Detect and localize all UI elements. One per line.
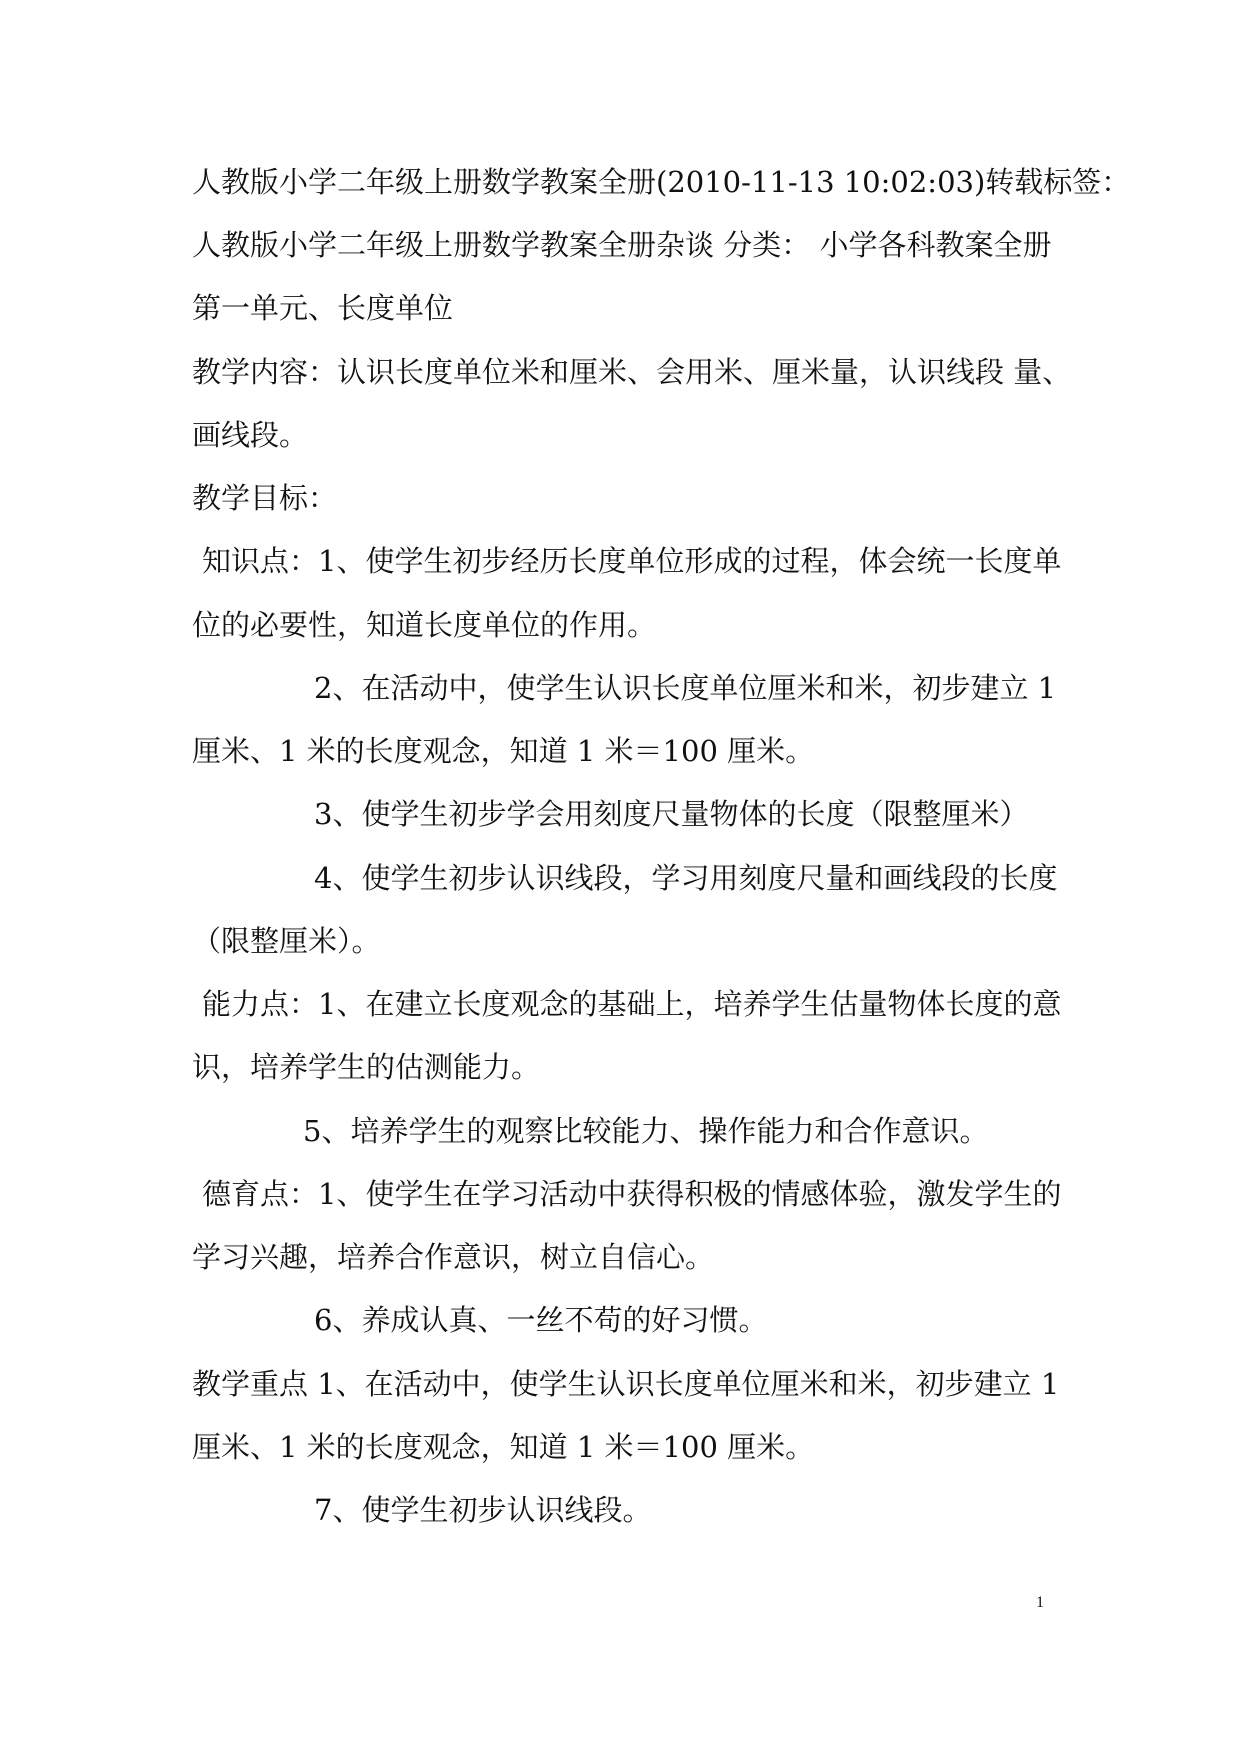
page-number: 1 [1036,1594,1044,1611]
moral-point-line-1: 德育点：1、使学生在学习活动中获得积极的情感体验，激发学生的 [202,1177,1062,1211]
knowledge-point-line-1: 知识点：1、使学生初步经历长度单位形成的过程，体会统一长度单 [202,544,1062,578]
header-line-2: 人教版小学二年级上册数学教案全册杂谈 分类： 小学各科教案全册 [192,228,1052,262]
key-point-line-2: 厘米、1 米的长度观念，知道 1 米＝100 厘米。 [192,1430,815,1464]
knowledge-point-3: 3、使学生初步学会用刻度尺量物体的长度（限整厘米） [314,797,1029,831]
knowledge-point-2-line-1: 2、在活动中，使学生认识长度单位厘米和米，初步建立 1 [314,671,1057,705]
knowledge-point-4-line-1: 4、使学生初步认识线段，学习用刻度尺量和画线段的长度 [314,861,1058,895]
teaching-content-line-2: 画线段。 [192,418,309,452]
knowledge-point-4-line-2: （限整厘米）。 [192,924,381,958]
knowledge-point-2-line-2: 厘米、1 米的长度观念，知道 1 米＝100 厘米。 [192,734,815,768]
unit-title: 第一单元、长度单位 [192,291,454,325]
moral-point-line-2: 学习兴趣，培养合作意识，树立自信心。 [192,1240,715,1274]
key-point-line-1: 教学重点 1、在活动中，使学生认识长度单位厘米和米，初步建立 1 [192,1367,1060,1401]
teaching-goals-heading: 教学目标： [192,481,338,515]
ability-point-5: 5、培养学生的观察比较能力、操作能力和合作意识。 [303,1114,989,1148]
moral-point-6: 6、养成认真、一丝不苟的好习惯。 [314,1303,768,1337]
ability-point-line-2: 识，培养学生的估测能力。 [192,1050,541,1084]
key-point-7: 7、使学生初步认识线段。 [314,1493,652,1527]
teaching-content-line-1: 教学内容：认识长度单位米和厘米、会用米、厘米量，认识线段 量、 [192,355,1072,389]
header-line-1: 人教版小学二年级上册数学教案全册(2010-11-13 10:02:03)转载标签： [192,165,1131,199]
ability-point-line-1: 能力点：1、在建立长度观念的基础上，培养学生估量物体长度的意 [202,987,1062,1021]
knowledge-point-line-2: 位的必要性，知道长度单位的作用。 [192,608,657,642]
